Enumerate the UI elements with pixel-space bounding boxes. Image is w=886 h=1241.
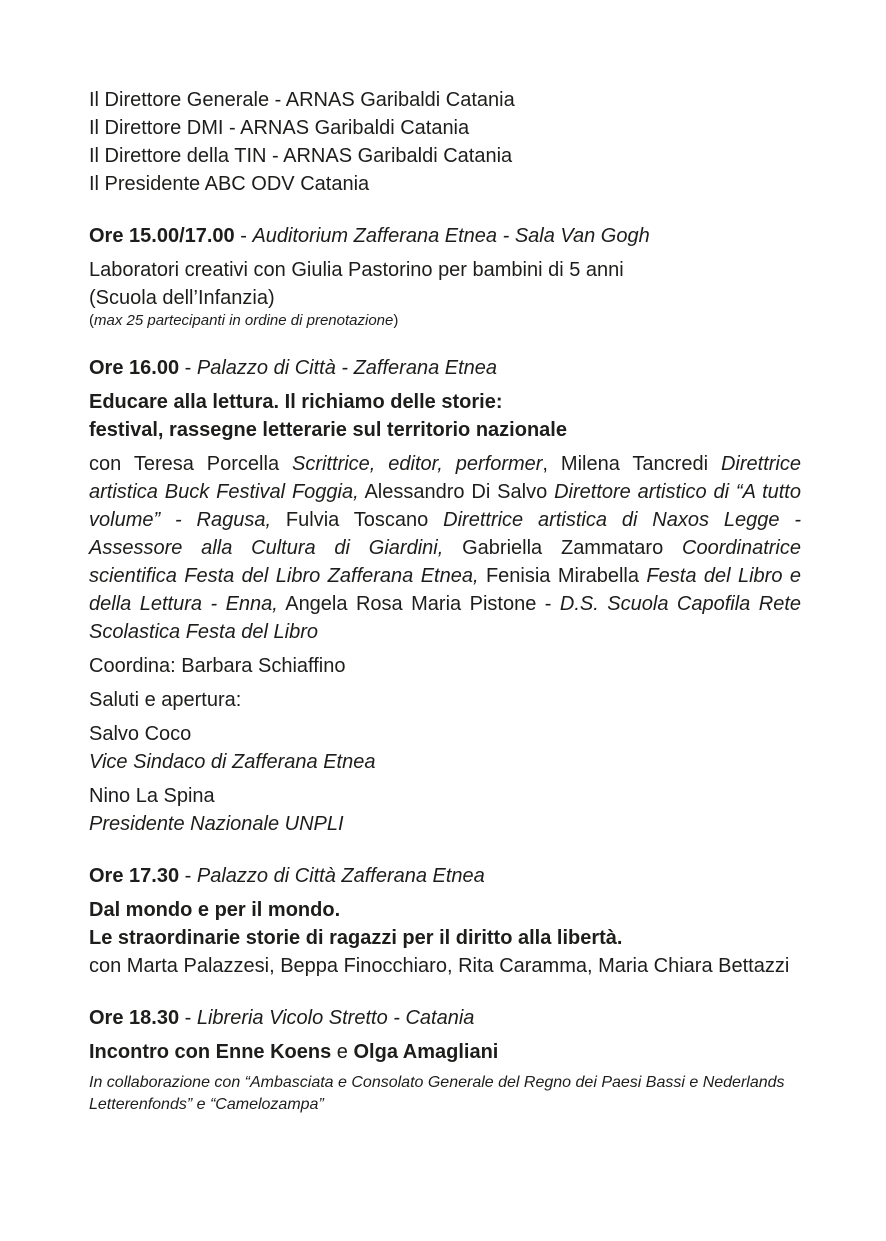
event-4-title-a: Incontro con Enne Koens bbox=[89, 1041, 332, 1063]
event-4-heading bbox=[89, 1004, 801, 1032]
speaker-role: Direttrice artistica di Naxos Legge - Assessore alla Cultura di Giardini, bbox=[89, 509, 802, 559]
event-2-greetings-label: Saluti e apertura: bbox=[89, 689, 242, 711]
speaker-role: Festa del Libro e della Lettura - Enna, bbox=[89, 565, 801, 615]
document-page bbox=[89, 86, 801, 1116]
speaker-text: , Milena Tancredi bbox=[542, 453, 721, 475]
event-2-guest-1-name: Salvo Coco bbox=[89, 723, 192, 745]
event-2-title-line-2: festival, rassegne letterarie sul territorio nazionale bbox=[89, 419, 567, 441]
speaker-text: con Teresa Porcella bbox=[89, 453, 293, 475]
speaker-role: Direttore artistico di “A tutto volume” - Ragusa, bbox=[89, 481, 801, 531]
event-3-heading bbox=[89, 862, 801, 890]
speaker-text: Angela Rosa Maria Pistone - bbox=[277, 593, 560, 615]
event-1-time: Ore 15.00/17.00 bbox=[89, 225, 235, 247]
speaker-role: Coordinatrice scientifica Festa del Libro Zafferana Etnea, bbox=[89, 537, 801, 587]
event-1-note-text: max 25 partecipanti in ordine di prenotazione bbox=[94, 312, 394, 329]
event-3-time: Ore 17.30 bbox=[89, 865, 180, 887]
event-2-heading bbox=[89, 354, 801, 382]
event-4 bbox=[89, 1004, 801, 1116]
speaker-text: Alessandro Di Salvo bbox=[358, 481, 555, 503]
intro-line: Il Direttore della TIN - ARNAS Garibaldi Catania bbox=[89, 145, 513, 167]
event-2 bbox=[89, 354, 801, 838]
event-4-venue: Libreria Vicolo Stretto - Catania bbox=[196, 1007, 475, 1029]
event-2-time: Ore 16.00 bbox=[89, 357, 180, 379]
event-1-venue: Auditorium Zafferana Etnea - Sala Van Gogh bbox=[252, 225, 650, 247]
event-2-guest-2-role: Presidente Nazionale UNPLI bbox=[89, 813, 344, 835]
speaker-role: Direttrice artistica Buck Festival Foggia, bbox=[89, 453, 801, 503]
event-4-title-b: Olga Amagliani bbox=[353, 1041, 499, 1063]
speaker-text: Fulvia Toscano bbox=[271, 509, 444, 531]
event-1-description-2: (Scuola dell’Infanzia) bbox=[89, 287, 275, 309]
speaker-text: Gabriella Zammataro bbox=[443, 537, 683, 559]
event-4-title-mid: e bbox=[331, 1041, 354, 1063]
event-3 bbox=[89, 862, 801, 980]
intro-line: Il Direttore Generale - ARNAS Garibaldi Catania bbox=[89, 89, 515, 111]
event-2-speakers bbox=[89, 450, 801, 646]
intro-line: Il Presidente ABC ODV Catania bbox=[89, 173, 370, 195]
event-3-venue: Palazzo di Città Zafferana Etnea bbox=[196, 865, 485, 887]
event-2-title-line-1: Educare alla lettura. Il richiamo delle storie: bbox=[89, 391, 503, 413]
event-2-guest-1-role: Vice Sindaco di Zafferana Etnea bbox=[89, 751, 376, 773]
event-1-note bbox=[89, 312, 801, 330]
event-4-note: In collaborazione con “Ambasciata e Consolato Generale del Regno dei Paesi Bassi e Nederlands Letterenfonds” e “Camelozampa” bbox=[89, 1074, 785, 1113]
intro-block bbox=[89, 86, 801, 198]
event-1-note-open: ( bbox=[89, 312, 94, 329]
event-3-title-line-1: Dal mondo e per il mondo. bbox=[89, 899, 341, 921]
speaker-text: Fenisia Mirabella bbox=[478, 565, 647, 587]
event-4-title bbox=[89, 1038, 801, 1066]
event-3-separator: - bbox=[179, 865, 197, 887]
event-1 bbox=[89, 222, 801, 330]
event-2-separator: - bbox=[179, 357, 197, 379]
event-4-separator: - bbox=[179, 1007, 197, 1029]
event-4-time: Ore 18.30 bbox=[89, 1007, 180, 1029]
event-3-title-line-2: Le straordinarie storie di ragazzi per il diritto alla libertà. bbox=[89, 927, 623, 949]
event-2-coordinator: Coordina: Barbara Schiaffino bbox=[89, 655, 346, 677]
event-1-separator: - bbox=[234, 225, 253, 247]
speaker-role: Scrittrice, editor, performer bbox=[292, 453, 543, 475]
event-1-heading bbox=[89, 222, 801, 250]
speaker-role: D.S. Scuola Capofila Rete Scolastica Festa del Libro bbox=[89, 593, 802, 643]
intro-line: Il Direttore DMI - ARNAS Garibaldi Catania bbox=[89, 117, 470, 139]
event-1-note-close: ) bbox=[393, 312, 399, 329]
event-2-venue: Palazzo di Città - Zafferana Etnea bbox=[196, 357, 498, 379]
event-2-guest-2-name: Nino La Spina bbox=[89, 785, 215, 807]
event-1-description: Laboratori creativi con Giulia Pastorino per bambini di 5 anni bbox=[89, 259, 624, 281]
event-3-speakers: con Marta Palazzesi, Beppa Finocchiaro, Rita Caramma, Maria Chiara Bettazzi bbox=[89, 955, 790, 977]
